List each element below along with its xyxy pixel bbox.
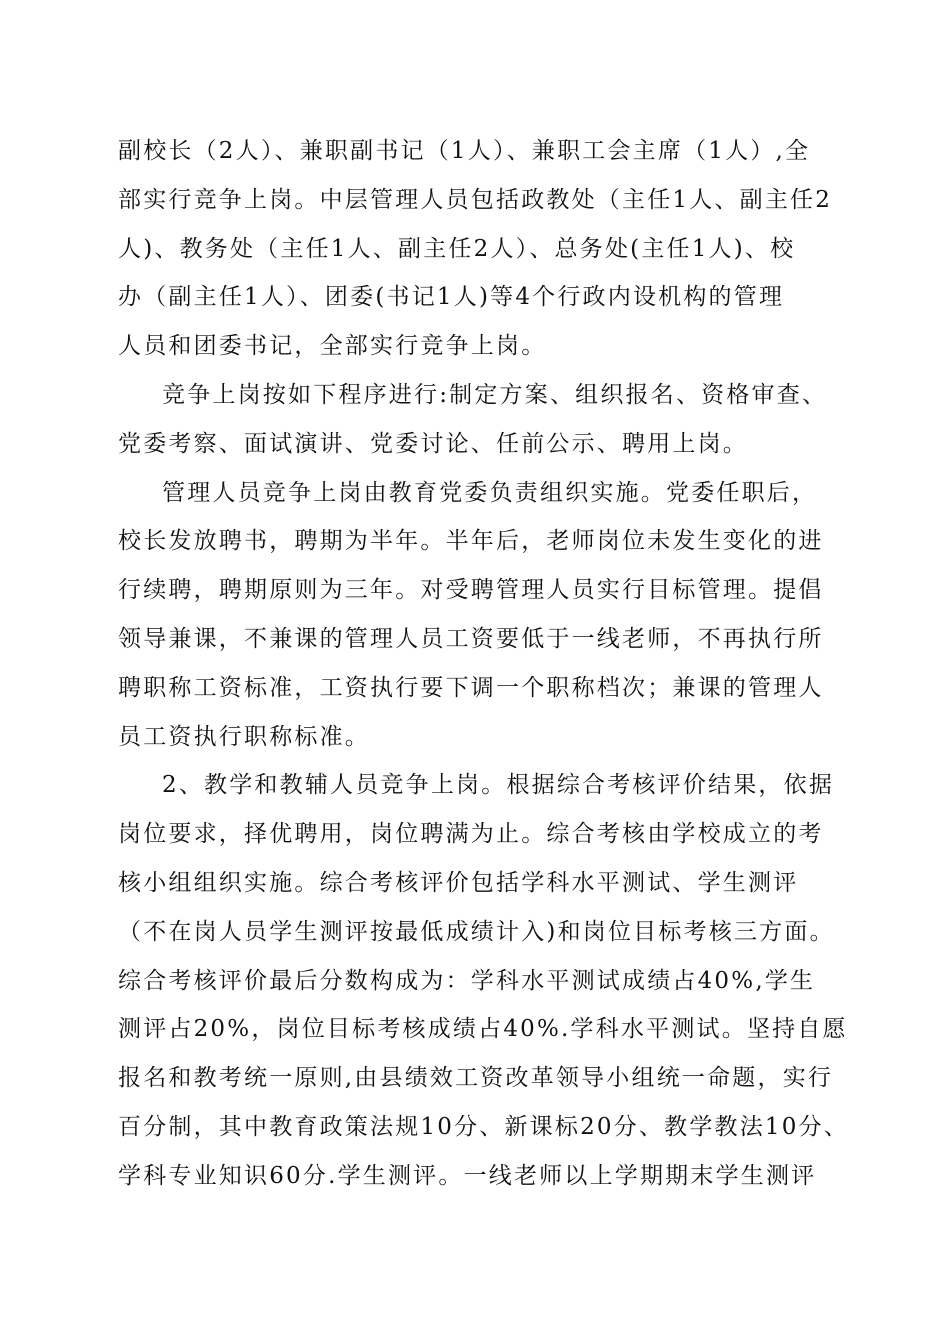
text-line-15: 岗位要求，择优聘用，岗位聘满为止。综合考核由学校成立的考 — [118, 821, 824, 848]
text-line-8: 管理人员竞争上岗由教育党委负责组织实施。党委任职后， — [162, 479, 818, 506]
text-line-3: 人)、教务处（主任1人、副主任2人）、总务处(主任1人)、校 — [118, 235, 796, 262]
text-line-22: 学科专业知识60分.学生测评。一线老师以上学期期末学生测评 — [118, 1162, 817, 1189]
text-line-19: 测评占20%，岗位目标考核成绩占40%.学科水平测试。坚持自愿 — [118, 1016, 848, 1043]
text-line-9: 校长发放聘书，聘期为半年。半年后，老师岗位未发生变化的进 — [118, 528, 824, 555]
text-line-12: 聘职称工资标准，工资执行要下调一个职称档次；兼课的管理人 — [118, 674, 824, 701]
document-body — [118, 127, 858, 1201]
text-line-11: 领导兼课，不兼课的管理人员工资要低于一线老师，不再执行所 — [118, 625, 824, 652]
text-line-1: 副校长（2人）、兼职副书记（1人）、兼职工会主席（1人）,全 — [118, 138, 811, 164]
text-line-5: 人员和团委书记，全部实行竞争上岗。 — [118, 333, 547, 360]
text-line-7: 党委考察、面试演讲、党委讨论、任前公示、聘用上岗。 — [118, 430, 748, 457]
text-line-6: 竞争上岗按如下程序进行:制定方案、组织报名、资格审查、 — [162, 381, 828, 408]
text-line-14: 2、教学和教辅人员竞争上岗。根据综合考核评价结果，依据 — [162, 772, 835, 799]
text-line-13: 员工资执行职称标准。 — [118, 723, 370, 750]
text-line-21: 百分制，其中教育政策法规10分、新课标20分、教学教法10分、 — [118, 1113, 849, 1140]
text-line-18: 综合考核评价最后分数构成为：学科水平测试成绩占40%,学生 — [118, 967, 816, 994]
text-line-17: （不在岗人员学生测评按最低成绩计入)和岗位目标考核三方面。 — [118, 918, 835, 945]
text-line-4: 办（副主任1人）、团委(书记1人)等4个行政内设机构的管理 — [118, 284, 785, 311]
text-line-20: 报名和教考统一原则,由县绩效工资改革领导小组统一命题，实行 — [118, 1065, 834, 1092]
text-line-10: 行续聘，聘期原则为三年。对受聘管理人员实行目标管理。提倡 — [118, 577, 824, 604]
text-line-2: 部实行竞争上岗。中层管理人员包括政教处（主任1人、副主任2 — [118, 186, 833, 213]
text-line-16: 核小组组织实施。综合考核评价包括学科水平测试、学生测评 — [118, 869, 799, 896]
